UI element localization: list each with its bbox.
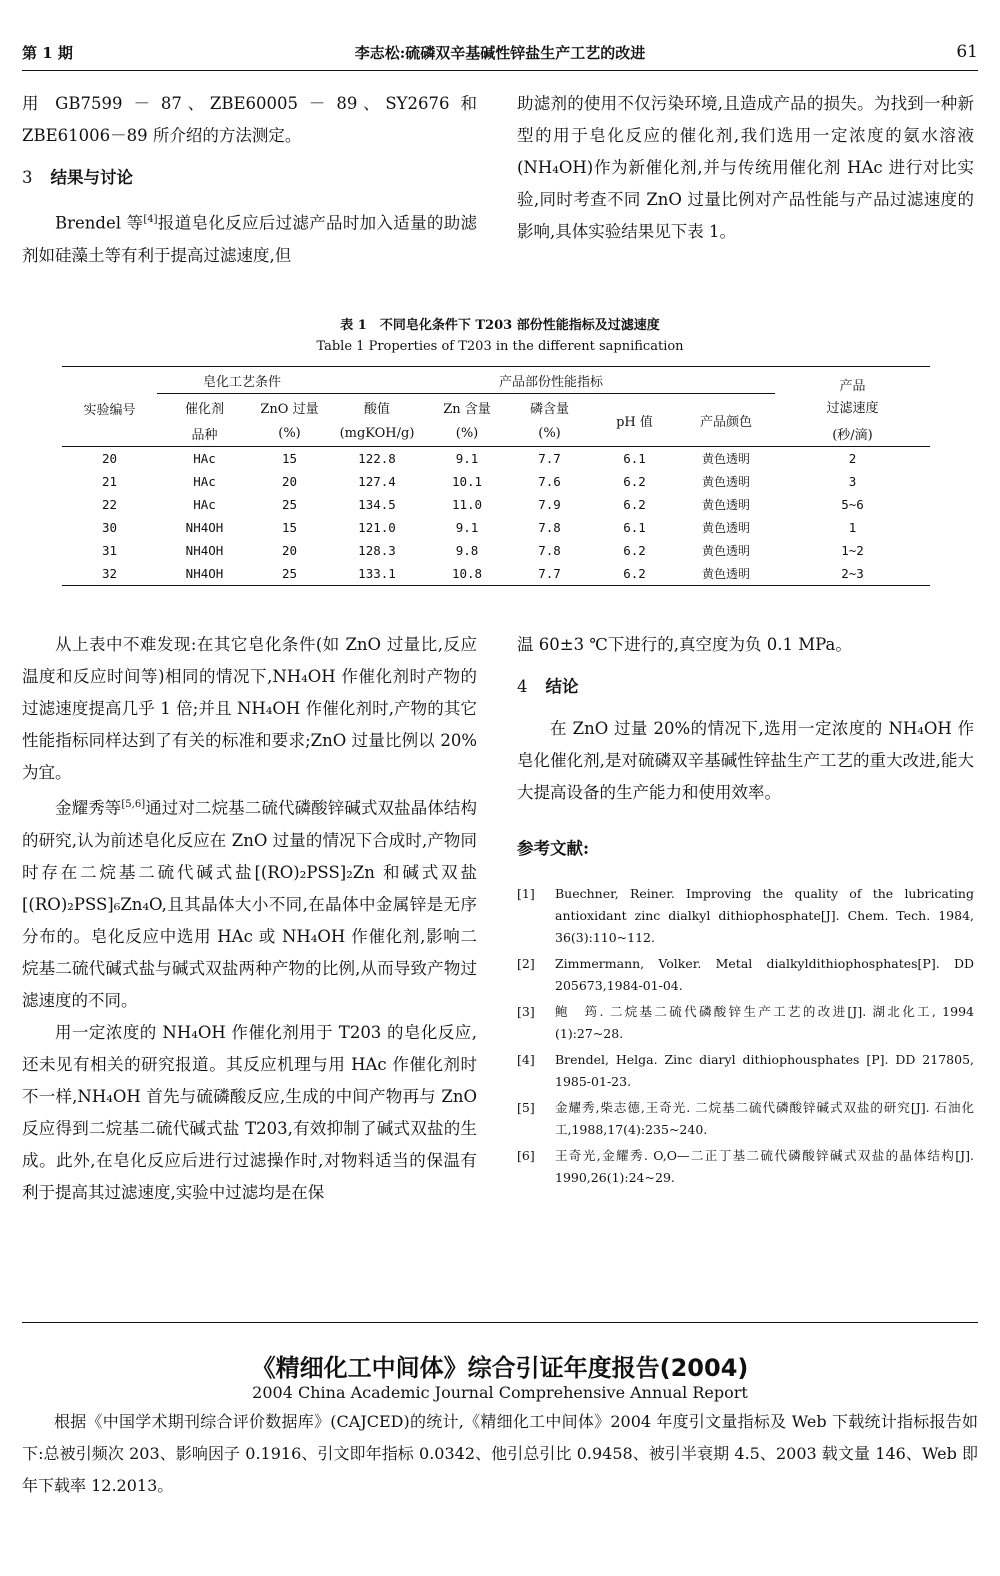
cell-catalyst: HAc — [193, 451, 216, 466]
text-run: 金耀秀等 — [55, 798, 122, 818]
header-zn-1: Zn 含量 — [443, 401, 491, 417]
header-ph: pH 值 — [616, 414, 653, 430]
cell-acid: 134.5 — [358, 497, 396, 512]
cell-no: 30 — [101, 520, 118, 535]
cell-filter: 1 — [848, 520, 857, 535]
cell-zn: 9.1 — [455, 451, 479, 466]
references-title: 参考文献: — [517, 839, 590, 858]
paragraph — [22, 204, 477, 272]
reference-text: 王奇光,金耀秀. O,O—二正丁基二硫代磷酸锌碱式双盐的晶体结构[J]. 1990,26(1):24~29. — [555, 1148, 974, 1185]
header-rule — [22, 70, 978, 71]
cell-zno: 20 — [281, 474, 298, 489]
header-filter-2: 过滤速度 — [826, 401, 879, 417]
table-row — [62, 493, 930, 516]
cell-filter: 1~2 — [841, 543, 864, 558]
reference-item — [517, 953, 974, 997]
cell-ph: 6.2 — [592, 562, 677, 586]
cell-zn: 11.0 — [451, 497, 483, 512]
section-title: 结论 — [545, 677, 579, 696]
table-caption-cn: 表 1 不同皂化条件下 T203 部份性能指标及过滤速度 — [340, 318, 660, 333]
paragraph: 用一定浓度的 NH₄OH 作催化剂用于 T203 的皂化反应,还未见有相关的研究报道。其反应机理与用 HAc 作催化剂时不一样,NH₄OH 首先与硫磷酸反应,生成的中间产物再与 ZnO 反应得到二烷基二硫代碱式盐 T203,有效抑制了碱式双盐的生成。此外,在皂化反应后进行过滤操作时,对物料适当的保温有利于提高其过滤速度,实验中过滤均是在保 — [22, 1022, 477, 1202]
cell-acid: 127.4 — [358, 474, 396, 489]
properties-table — [62, 366, 930, 586]
header-filter-1: 产品 — [775, 367, 930, 394]
cell-color: 黄色透明 — [677, 562, 775, 586]
cell-filter: 3 — [848, 474, 857, 489]
cell-ph: 6.1 — [623, 451, 646, 466]
header-filter-3: (秒/滴) — [775, 420, 930, 447]
section-title: 结果与讨论 — [50, 168, 133, 187]
cell-p: 7.9 — [538, 497, 561, 512]
text-run: 通过对二烷基二硫代磷酸锌碱式双盐晶体结构的研究,认为前述皂化反应在 ZnO 过量的情况下合成时,产物同时存在二烷基二硫代碱式盐[(RO)₂PSS]₂Zn 和碱式双盐[(RO)₂PSS]₆Zn₄O,且其晶体大小不同,在晶体中金属锌是无序分布的。皂化反应中选用 HAc 或 NH₄OH 作催化剂,影响二烷基二硫代碱式盐与碱式双盐两种产物的比例,从而导致产物过滤速度的不同。 — [22, 798, 478, 1010]
left-column-top — [22, 88, 477, 272]
announcement-subtitle: 2004 China Academic Journal Comprehensive Annual Report — [252, 1383, 748, 1402]
cell-ph: 6.2 — [623, 543, 646, 558]
reference-text: Zimmermann, Volker. Metal dialkyldithiophosphates[P]. DD 205673,1984-01-04. — [555, 956, 974, 993]
right-column-bottom — [517, 629, 974, 1193]
cell-zno: 15 — [281, 520, 298, 535]
section-heading-3 — [22, 162, 477, 194]
cell-zno: 20 — [281, 543, 298, 558]
announcement-body: 根据《中国学术期刊综合评价数据库》(CAJCED)的统计,《精细化工中间体》2004 年度引文量指标及 Web 下载统计指标报告如下:总被引频次 203、影响因子 0.1916、引文即年指标 0.0342、他引总引比 0.9458、被引半衰期 4.5、2003 载文量 146、Web 即年下载率 12.2013。 — [22, 1412, 978, 1495]
header-zno-2: (%) — [252, 420, 327, 447]
reference-text: 金耀秀,柴志德,王奇光. 二烷基二硫代磷酸锌碱式双盐的研究[J]. 石油化工,1988,17(4):235~240. — [555, 1100, 974, 1137]
cell-acid: 128.3 — [358, 543, 396, 558]
cell-no: 32 — [62, 562, 157, 586]
reference-item — [517, 883, 974, 949]
cell-catalyst: NH4OH — [185, 543, 224, 558]
cell-acid: 133.1 — [327, 562, 427, 586]
reference-text: 鲍 筠. 二烷基二硫代磷酸锌生产工艺的改进[J]. 湖北化工, 1994 (1):27~28. — [555, 1004, 974, 1041]
reference-number: [1] — [517, 886, 535, 901]
cell-ph: 6.1 — [623, 520, 646, 535]
header-acid-1: 酸值 — [363, 401, 390, 417]
reference-text: Buechner, Reiner. Improving the quality of the lubricating antioxidant zinc dialkyl dithiophosphate[J]. Chem. Tech. 1984, 36(3):110~112. — [555, 886, 974, 945]
cell-ph: 6.2 — [623, 474, 646, 489]
running-title: 李志松:硫磷双辛基碱性锌盐生产工艺的改进 — [354, 44, 646, 62]
paragraph: 在 ZnO 过量 20%的情况下,选用一定浓度的 NH₄OH 作皂化催化剂,是对硫磷双辛基碱性锌盐生产工艺的重大改进,能大大提高设备的生产能力和使用效率。 — [517, 719, 974, 802]
cell-p: 7.6 — [538, 474, 561, 489]
paragraph — [22, 789, 477, 1017]
header-group-properties: 产品部份性能指标 — [327, 367, 775, 394]
header-p-2: (%) — [507, 420, 592, 447]
reference-number: [5] — [517, 1100, 535, 1115]
cell-filter: 2~3 — [775, 562, 930, 586]
reference-list — [517, 883, 974, 1189]
paragraph: 用 GB7599 － 87、ZBE60005 － 89、SY2676 和 ZBE61006－89 所介绍的方法测定。 — [22, 94, 477, 145]
cell-filter: 2 — [848, 451, 857, 466]
cell-zn: 9.8 — [455, 543, 479, 558]
cell-zno: 25 — [252, 562, 327, 586]
cell-zn: 9.1 — [455, 520, 479, 535]
issue-label: 第 1 期 — [22, 44, 73, 62]
cell-color: 黄色透明 — [701, 544, 750, 558]
table-row — [62, 539, 930, 562]
citation: [4] — [143, 214, 158, 225]
cell-catalyst: NH4OH — [185, 520, 224, 535]
reference-item — [517, 1097, 974, 1141]
table-caption-en: Table 1 Properties of T203 in the different sapnification — [316, 339, 684, 354]
reference-item — [517, 1145, 974, 1189]
cell-filter: 5~6 — [841, 497, 864, 512]
header-zno-1: ZnO 过量 — [260, 401, 319, 417]
cell-p: 7.7 — [507, 562, 592, 586]
header-p-1: 磷含量 — [529, 401, 569, 417]
text-run: Brendel 等 — [55, 213, 144, 233]
section-separator — [22, 1322, 978, 1323]
header-exp-no: 实验编号 — [62, 367, 157, 447]
header-color: 产品颜色 — [699, 414, 752, 430]
reference-text: Brendel, Helga. Zinc diaryl dithiophousphates [P]. DD 217805, 1985-01-23. — [555, 1052, 974, 1089]
table-row — [62, 516, 930, 539]
cell-no: 21 — [101, 474, 118, 489]
cell-zn: 10.8 — [427, 562, 507, 586]
citation: [5,6] — [121, 799, 146, 810]
reference-number: [2] — [517, 956, 535, 971]
cell-no: 20 — [101, 451, 118, 466]
paragraph: 从上表中不难发现:在其它皂化条件(如 ZnO 过量比,反应温度和反应时间等)相同的情况下,NH₄OH 作催化剂时产物的过滤速度提高几乎 1 倍;并且 NH₄OH 作催化剂时,产物的其它性能指标同样达到了有关的标准和要求;ZnO 过量比例以 20%为宜。 — [22, 635, 477, 782]
reference-item — [517, 1049, 974, 1093]
cell-ph: 6.2 — [623, 497, 646, 512]
section-number: 4 — [517, 677, 528, 696]
left-column-bottom — [22, 629, 477, 1209]
table-row — [62, 447, 930, 471]
page-number: 61 — [956, 42, 978, 62]
header-group-conditions: 皂化工艺条件 — [157, 367, 327, 394]
table-row — [62, 470, 930, 493]
cell-color: 黄色透明 — [701, 452, 750, 466]
cell-color: 黄色透明 — [701, 521, 750, 535]
cell-color: 黄色透明 — [701, 498, 750, 512]
reference-number: [6] — [517, 1148, 535, 1163]
header-catalyst-1: 催化剂 — [184, 401, 224, 417]
cell-no: 31 — [101, 543, 118, 558]
cell-color: 黄色透明 — [701, 475, 750, 489]
cell-catalyst: HAc — [193, 474, 216, 489]
section-heading-4 — [517, 671, 974, 703]
right-column-top — [517, 88, 974, 248]
announcement-title: 《精细化工中间体》综合引证年度报告(2004) — [251, 1354, 749, 1382]
header-zn-2: (%) — [427, 420, 507, 447]
reference-number: [3] — [517, 1004, 535, 1019]
paragraph: 温 60±3 ℃下进行的,真空度为负 0.1 MPa。 — [517, 635, 852, 654]
cell-catalyst: HAc — [193, 497, 216, 512]
reference-item — [517, 1001, 974, 1045]
reference-number: [4] — [517, 1052, 535, 1067]
text-run: 报道皂化反应后过滤产品时加入适量的助滤剂如硅藻土等有利于提高过滤速度,但 — [22, 213, 477, 265]
cell-no: 22 — [101, 497, 118, 512]
header-acid-2: (mgKOH/g) — [327, 420, 427, 447]
cell-p: 7.7 — [538, 451, 561, 466]
paragraph: 助滤剂的使用不仅污染环境,且造成产品的损失。为找到一种新型的用于皂化反应的催化剂,我们选用一定浓度的氨水溶液(NH₄OH)作为新催化剂,并与传统用催化剂 HAc 进行对比实验,同时考查不同 ZnO 过量比例对产品性能与产品过滤速度的影响,具体实验结果见下表 1。 — [517, 94, 974, 241]
cell-zno: 25 — [281, 497, 298, 512]
page-header — [22, 36, 978, 68]
table-row — [62, 562, 930, 586]
cell-acid: 121.0 — [358, 520, 396, 535]
cell-zno: 15 — [281, 451, 298, 466]
cell-p: 7.8 — [538, 543, 561, 558]
header-catalyst-2: 品种 — [157, 420, 252, 447]
cell-zn: 10.1 — [451, 474, 483, 489]
cell-acid: 122.8 — [358, 451, 396, 466]
cell-catalyst: NH4OH — [157, 562, 252, 586]
section-number: 3 — [22, 168, 33, 187]
cell-p: 7.8 — [538, 520, 561, 535]
